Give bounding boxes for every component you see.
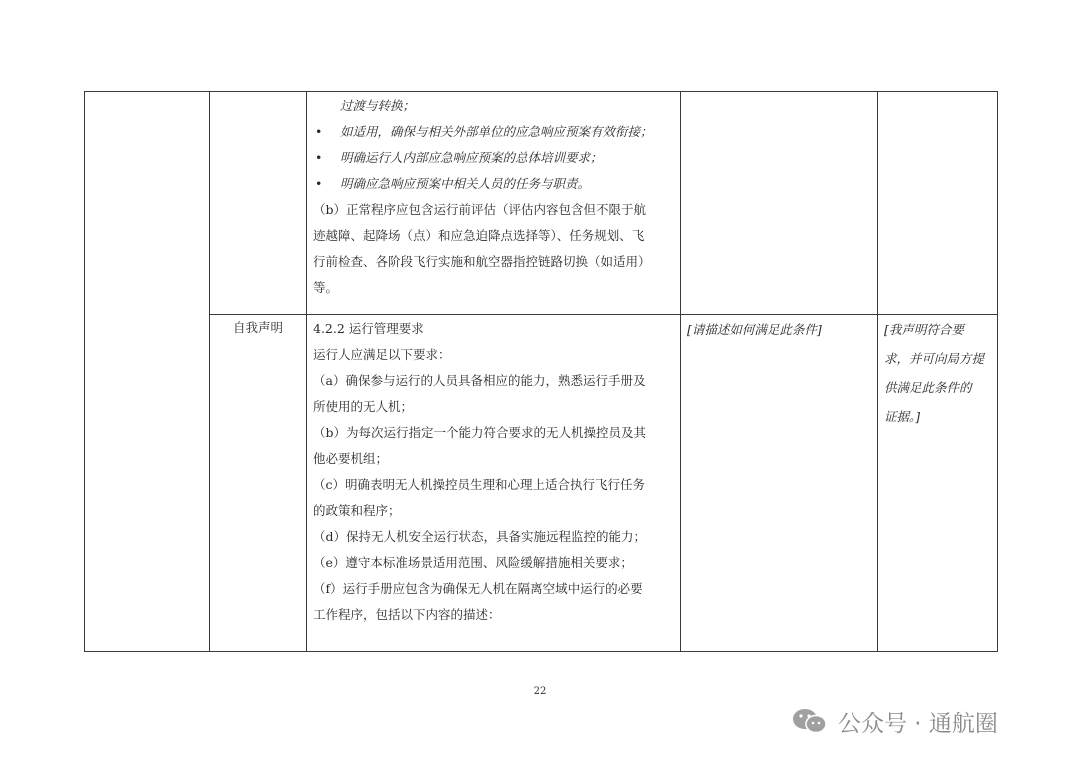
requirement-text-line: （d）保持无人机安全运行状态，具备实施远程监控的能力；	[313, 529, 647, 544]
declaration-text-line: [我声明符合要	[884, 322, 964, 337]
table-cell-empty-left	[85, 92, 210, 652]
requirement-text-line: 所使用的无人机；	[313, 399, 414, 414]
watermark-text: 公众号 · 通航圈	[838, 710, 998, 737]
requirement-text-line: 等。	[313, 280, 339, 295]
table-row	[85, 92, 998, 315]
bullet-text: 如适用，确保与相关外部单位的应急响应预案有效衔接；	[340, 124, 653, 139]
bullet-text: 明确运行人内部应急响应预案的总体培训要求；	[340, 150, 603, 165]
declaration-text-line: 证据。]	[884, 409, 921, 424]
requirement-text-line: （c）明确表明无人机操控员生理和心理上适合执行飞行任务	[313, 477, 646, 492]
bullet-symbol: •	[315, 150, 323, 165]
requirement-text-line: 的政策和程序；	[313, 503, 401, 518]
declaration-cell	[878, 315, 998, 652]
requirement-text-line: （f）运行手册应包含为确保无人机在隔离空域中运行的必要	[313, 581, 643, 596]
requirement-text-line: （e）遵守本标准场景适用范围、风险缓解措施相关要求；	[313, 555, 633, 570]
bullet-item	[313, 145, 674, 171]
compliance-table	[84, 91, 998, 652]
page-number: 22	[533, 686, 547, 697]
how-met-cell	[681, 315, 878, 652]
declaration-text-line: 供满足此条件的	[884, 380, 972, 395]
table-cell-declaration-empty	[878, 92, 998, 315]
requirement-text-line: 运行人应满足以下要求：	[313, 347, 451, 362]
bullet-item	[313, 171, 674, 197]
category-cell	[210, 315, 307, 652]
requirement-text-line: 迹越障、起降场（点）和应急迫降点选择等）、任务规划、飞	[313, 228, 645, 243]
bullet-item	[313, 119, 674, 145]
requirement-text-line: 他必要机组；	[313, 451, 389, 466]
how-met-placeholder: [请描述如何满足此条件]	[687, 322, 822, 337]
requirement-text-line: （b）为每次运行指定一个能力符合要求的无人机操控员及其	[313, 425, 647, 440]
section-heading: 4.2.2 运行管理要求	[313, 321, 424, 336]
requirement-text-line: 工作程序，包括以下内容的描述：	[313, 607, 501, 622]
bullet-symbol: •	[315, 124, 323, 139]
requirement-text-line: 行前检查、各阶段飞行实施和航空器指控链路切换（如适用）	[313, 254, 651, 269]
table-cell-requirement	[307, 92, 681, 315]
table-row	[85, 315, 998, 652]
table-cell-how-met-empty	[681, 92, 878, 315]
wechat-icon	[790, 706, 830, 736]
category-label: 自我声明	[232, 320, 283, 335]
bullet-text: 明确应急响应预案中相关人员的任务与职责。	[340, 176, 591, 191]
table-cell-category-empty	[210, 92, 307, 315]
watermark	[790, 703, 998, 739]
table-cell-requirement	[307, 315, 681, 652]
requirement-text-line: （b）正常程序应包含运行前评估（评估内容包含但不限于航	[313, 202, 647, 217]
bullet-symbol: •	[315, 176, 323, 191]
requirement-text-line: （a）确保参与运行的人员具备相应的能力，熟悉运行手册及	[313, 373, 646, 388]
requirement-text-line: 过渡与转换；	[340, 98, 416, 113]
declaration-text-line: 求，并可向局方提	[884, 351, 985, 366]
